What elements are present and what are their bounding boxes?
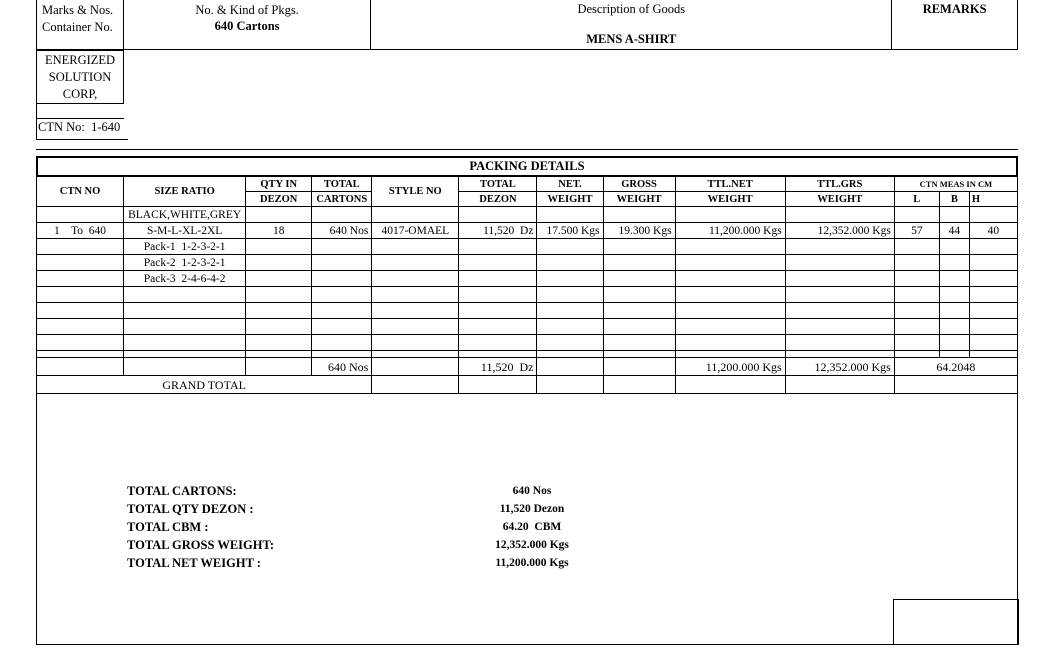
meas-l-value: 57: [894, 223, 939, 239]
table-cell: [312, 303, 372, 319]
table-cell: [459, 255, 537, 271]
table-cell: [603, 351, 675, 358]
pack3-row: [37, 271, 1018, 287]
table-cell: [459, 319, 537, 335]
table-cell: [785, 239, 894, 255]
table-cell: [312, 255, 372, 271]
color-row: [37, 207, 1018, 223]
table-cell: [603, 358, 675, 376]
table-cell: [785, 255, 894, 271]
table-cell: [312, 239, 372, 255]
grand-total-row: [37, 376, 1018, 394]
empty-row: [37, 335, 1018, 351]
empty-row: [37, 303, 1018, 319]
table-cell: [246, 207, 312, 223]
shipper-line-1: ENERGIZED: [44, 53, 116, 67]
cbm-sum: 64.2048: [894, 358, 1017, 376]
table-cell: [675, 207, 785, 223]
gross-weight-value: 19.300 Kgs: [603, 223, 675, 239]
table-cell: [459, 239, 537, 255]
summary-dezon-value: 11,520 Dezon: [499, 503, 565, 515]
table-cell: [124, 287, 246, 303]
table-cell: [537, 207, 603, 223]
col-header-ttl-net: TTL.NET: [675, 177, 785, 192]
table-cell: [459, 271, 537, 287]
table-cell: [312, 319, 372, 335]
summary-row-net: [127, 555, 637, 573]
table-cell: [603, 335, 675, 351]
summary-row-cartons: [127, 483, 637, 501]
table-cell: [37, 351, 124, 358]
summary-cartons-label: TOTAL CARTONS:: [127, 484, 237, 498]
table-cell: [894, 287, 939, 303]
total-dezon-value: 11,520 Dz: [459, 223, 537, 239]
table-cell: [372, 376, 459, 394]
table-cell: [37, 255, 124, 271]
remarks-label: REMARKS: [922, 2, 987, 16]
table-cell: [785, 351, 894, 358]
ttl-grs-sum: 12,352.000 Kgs: [785, 358, 894, 376]
table-cell: [459, 287, 537, 303]
col-header-ttl-net-weight: WEIGHT: [675, 192, 785, 207]
col-header-size-ratio: SIZE RATIO: [124, 177, 246, 207]
table-cell: [246, 303, 312, 319]
table-cell: [894, 255, 939, 271]
summary-block: [127, 483, 637, 573]
summary-cbm-value: 64.20 CBM: [502, 521, 562, 533]
table-cell: [675, 303, 785, 319]
col-header-total-dezon: TOTAL: [459, 177, 537, 192]
table-cell: [894, 351, 939, 358]
table-cell: [124, 351, 246, 358]
table-cell: [312, 335, 372, 351]
table-cell: [37, 207, 124, 223]
description-value: MENS A-SHIRT: [586, 32, 677, 46]
document-header-section: [36, 0, 1018, 50]
col-header-style-no: STYLE NO: [372, 177, 459, 207]
table-cell: [372, 358, 459, 376]
summary-row-cbm: [127, 519, 637, 537]
table-cell: [603, 287, 675, 303]
table-cell: [459, 303, 537, 319]
table-cell: [372, 319, 459, 335]
table-cell: [459, 376, 537, 394]
table-cell: [372, 239, 459, 255]
table-cell: [785, 376, 894, 394]
table-cell: [675, 255, 785, 271]
shipper-line-2: SOLUTION: [48, 70, 112, 84]
summary-net-value: 11,200.000 Kgs: [495, 557, 569, 569]
table-cell: [537, 351, 603, 358]
table-cell: [603, 255, 675, 271]
ttl-net-weight-value: 11,200.000 Kgs: [675, 223, 785, 239]
table-cell: [969, 319, 1017, 335]
table-cell: [894, 376, 1017, 394]
table-cell: [969, 271, 1017, 287]
table-cell: [537, 376, 603, 394]
table-cell: [894, 335, 939, 351]
table-cell: [894, 207, 939, 223]
section-top-rule: [36, 149, 1018, 150]
table-cell: [603, 207, 675, 223]
table-cell: [312, 351, 372, 358]
table-cell: [675, 335, 785, 351]
table-cell: [312, 207, 372, 223]
total-cartons-sum: 640 Nos: [312, 358, 372, 376]
net-weight-value: 17.500 Kgs: [537, 223, 603, 239]
table-cell: [37, 271, 124, 287]
signature-stamp-box: [893, 599, 1019, 645]
col-header-qty-in-dezon: DEZON: [246, 192, 312, 207]
table-cell: [537, 303, 603, 319]
col-header-h: H: [969, 192, 1017, 207]
summary-gross-label: TOTAL GROSS WEIGHT:: [127, 538, 275, 552]
table-cell: [37, 287, 124, 303]
table-cell: [37, 358, 124, 376]
table-cell: [969, 287, 1017, 303]
table-cell: [969, 351, 1017, 358]
table-cell: [537, 358, 603, 376]
empty-row: [37, 319, 1018, 335]
ttl-net-sum: 11,200.000 Kgs: [675, 358, 785, 376]
summary-gross-value: 12,352.000 Kgs: [495, 539, 569, 551]
style-no-value: 4017-OMAEL: [372, 223, 459, 239]
table-cell: [246, 335, 312, 351]
table-cell: [785, 287, 894, 303]
table-cell: [37, 319, 124, 335]
table-cell: [459, 207, 537, 223]
meas-h-value: 40: [969, 223, 1017, 239]
table-cell: [537, 287, 603, 303]
table-cell: [939, 303, 969, 319]
table-cell: [894, 239, 939, 255]
table-cell: [537, 255, 603, 271]
color-value: BLACK,WHITE,GREY: [124, 207, 246, 223]
col-header-l: L: [894, 192, 939, 207]
total-cartons-value: 640 Nos: [312, 223, 372, 239]
packing-table-container: [36, 176, 1018, 394]
table-cell: [675, 351, 785, 358]
table-cell: [124, 319, 246, 335]
table-cell: [246, 319, 312, 335]
table-cell: [246, 255, 312, 271]
pack2-ratio: Pack-2 1-2-3-2-1: [124, 255, 246, 271]
table-cell: [603, 376, 675, 394]
pack1-ratio: Pack-1 1-2-3-2-1: [124, 239, 246, 255]
col-header-ttl-grs: TTL.GRS: [785, 177, 894, 192]
table-cell: [124, 303, 246, 319]
shipper-line-3: CORP,: [62, 87, 98, 101]
table-cell: [785, 207, 894, 223]
table-cell: [124, 358, 246, 376]
description-label: Description of Goods: [577, 2, 686, 16]
table-cell: [246, 239, 312, 255]
table-cell: [372, 287, 459, 303]
table-cell: [537, 271, 603, 287]
table-cell: [537, 239, 603, 255]
table-cell: [939, 271, 969, 287]
remarks-cell: [892, 0, 1017, 49]
table-cell: [246, 271, 312, 287]
table-cell: [785, 303, 894, 319]
table-cell: [894, 271, 939, 287]
table-cell: [785, 335, 894, 351]
table-cell: [675, 287, 785, 303]
table-cell: [939, 207, 969, 223]
marks-label: Marks & Nos.: [42, 3, 114, 17]
table-cell: [969, 239, 1017, 255]
size-ratio-value: S-M-L-XL-2XL: [124, 223, 246, 239]
summary-cartons-value: 640 Nos: [512, 485, 552, 497]
pkgs-value: 640 Cartons: [214, 19, 280, 33]
table-cell: [537, 335, 603, 351]
ttl-grs-weight-value: 12,352.000 Kgs: [785, 223, 894, 239]
table-cell: [969, 303, 1017, 319]
col-header-gross: GROSS: [603, 177, 675, 192]
col-header-dezon: DEZON: [459, 192, 537, 207]
pkgs-label: No. & Kind of Pkgs.: [195, 3, 299, 17]
table-cell: [675, 376, 785, 394]
packing-table: [36, 176, 1018, 394]
table-cell: [37, 335, 124, 351]
table-cell: [312, 287, 372, 303]
table-cell: [603, 303, 675, 319]
table-cell: [537, 319, 603, 335]
table-cell: [675, 239, 785, 255]
table-cell: [785, 271, 894, 287]
totals-row: [37, 358, 1018, 376]
ctn-range: 1 To 640: [37, 223, 124, 239]
table-cell: [675, 319, 785, 335]
table-cell: [246, 358, 312, 376]
summary-cbm-label: TOTAL CBM :: [127, 520, 209, 534]
table-cell: [246, 351, 312, 358]
col-header-b: B: [939, 192, 969, 207]
col-header-net-weight: WEIGHT: [537, 192, 603, 207]
ctn-no-underline: [36, 124, 128, 140]
table-cell: [372, 271, 459, 287]
qty-in-dezon-value: 18: [246, 223, 312, 239]
packing-details-title: PACKING DETAILS: [36, 156, 1018, 177]
table-cell: [939, 255, 969, 271]
shipper-box: [36, 50, 124, 104]
total-dezon-sum: 11,520 Dz: [459, 358, 537, 376]
table-cell: [939, 335, 969, 351]
marks-and-container-cell: [37, 0, 124, 49]
table-cell: [372, 207, 459, 223]
col-header-ctn-no: CTN NO: [37, 177, 124, 207]
table-cell: [969, 335, 1017, 351]
table-cell: [785, 319, 894, 335]
summary-row-dezon: [127, 501, 637, 519]
table-cell: [459, 351, 537, 358]
col-header-cartons: CARTONS: [312, 192, 372, 207]
grand-total-label: GRAND TOTAL: [37, 376, 372, 394]
col-header-ttl-grs-weight: WEIGHT: [785, 192, 894, 207]
description-cell: [371, 0, 892, 49]
summary-section: [36, 393, 1018, 645]
table-cell: [372, 303, 459, 319]
main-data-row: [37, 223, 1018, 239]
pkgs-cell: [124, 0, 372, 49]
col-header-total-cartons: TOTAL: [312, 177, 372, 192]
pack3-ratio: Pack-3 2-4-6-4-2: [124, 271, 246, 287]
table-cell: [939, 287, 969, 303]
blank-underline: [36, 103, 124, 119]
table-cell: [969, 255, 1017, 271]
summary-net-label: TOTAL NET WEIGHT :: [127, 556, 261, 570]
table-cell: [459, 335, 537, 351]
table-cell: [312, 271, 372, 287]
table-cell: [939, 239, 969, 255]
table-cell: [372, 255, 459, 271]
summary-dezon-label: TOTAL QTY DEZON :: [127, 502, 254, 516]
pack1-row: [37, 239, 1018, 255]
empty-row: [37, 287, 1018, 303]
meas-b-value: 44: [939, 223, 969, 239]
table-cell: [37, 239, 124, 255]
thin-empty-row: [37, 351, 1018, 358]
table-cell: [603, 239, 675, 255]
table-cell: [372, 335, 459, 351]
table-cell: [124, 335, 246, 351]
table-cell: [969, 207, 1017, 223]
col-header-gross-weight: WEIGHT: [603, 192, 675, 207]
table-cell: [894, 303, 939, 319]
table-cell: [37, 303, 124, 319]
col-header-ctn-meas: CTN MEAS IN CM: [894, 177, 1017, 192]
header-row-1: [37, 177, 1018, 192]
col-header-net: NET.: [537, 177, 603, 192]
table-cell: [939, 351, 969, 358]
table-cell: [372, 351, 459, 358]
col-header-qty-in: QTY IN: [246, 177, 312, 192]
table-cell: [675, 271, 785, 287]
table-cell: [603, 271, 675, 287]
summary-row-gross: [127, 537, 637, 555]
table-cell: [603, 319, 675, 335]
table-cell: [939, 319, 969, 335]
table-cell: [246, 287, 312, 303]
ctn-no-line: CTN No: 1-640: [38, 120, 121, 134]
table-cell: [894, 319, 939, 335]
container-label: Container No.: [42, 20, 113, 34]
pack2-row: [37, 255, 1018, 271]
